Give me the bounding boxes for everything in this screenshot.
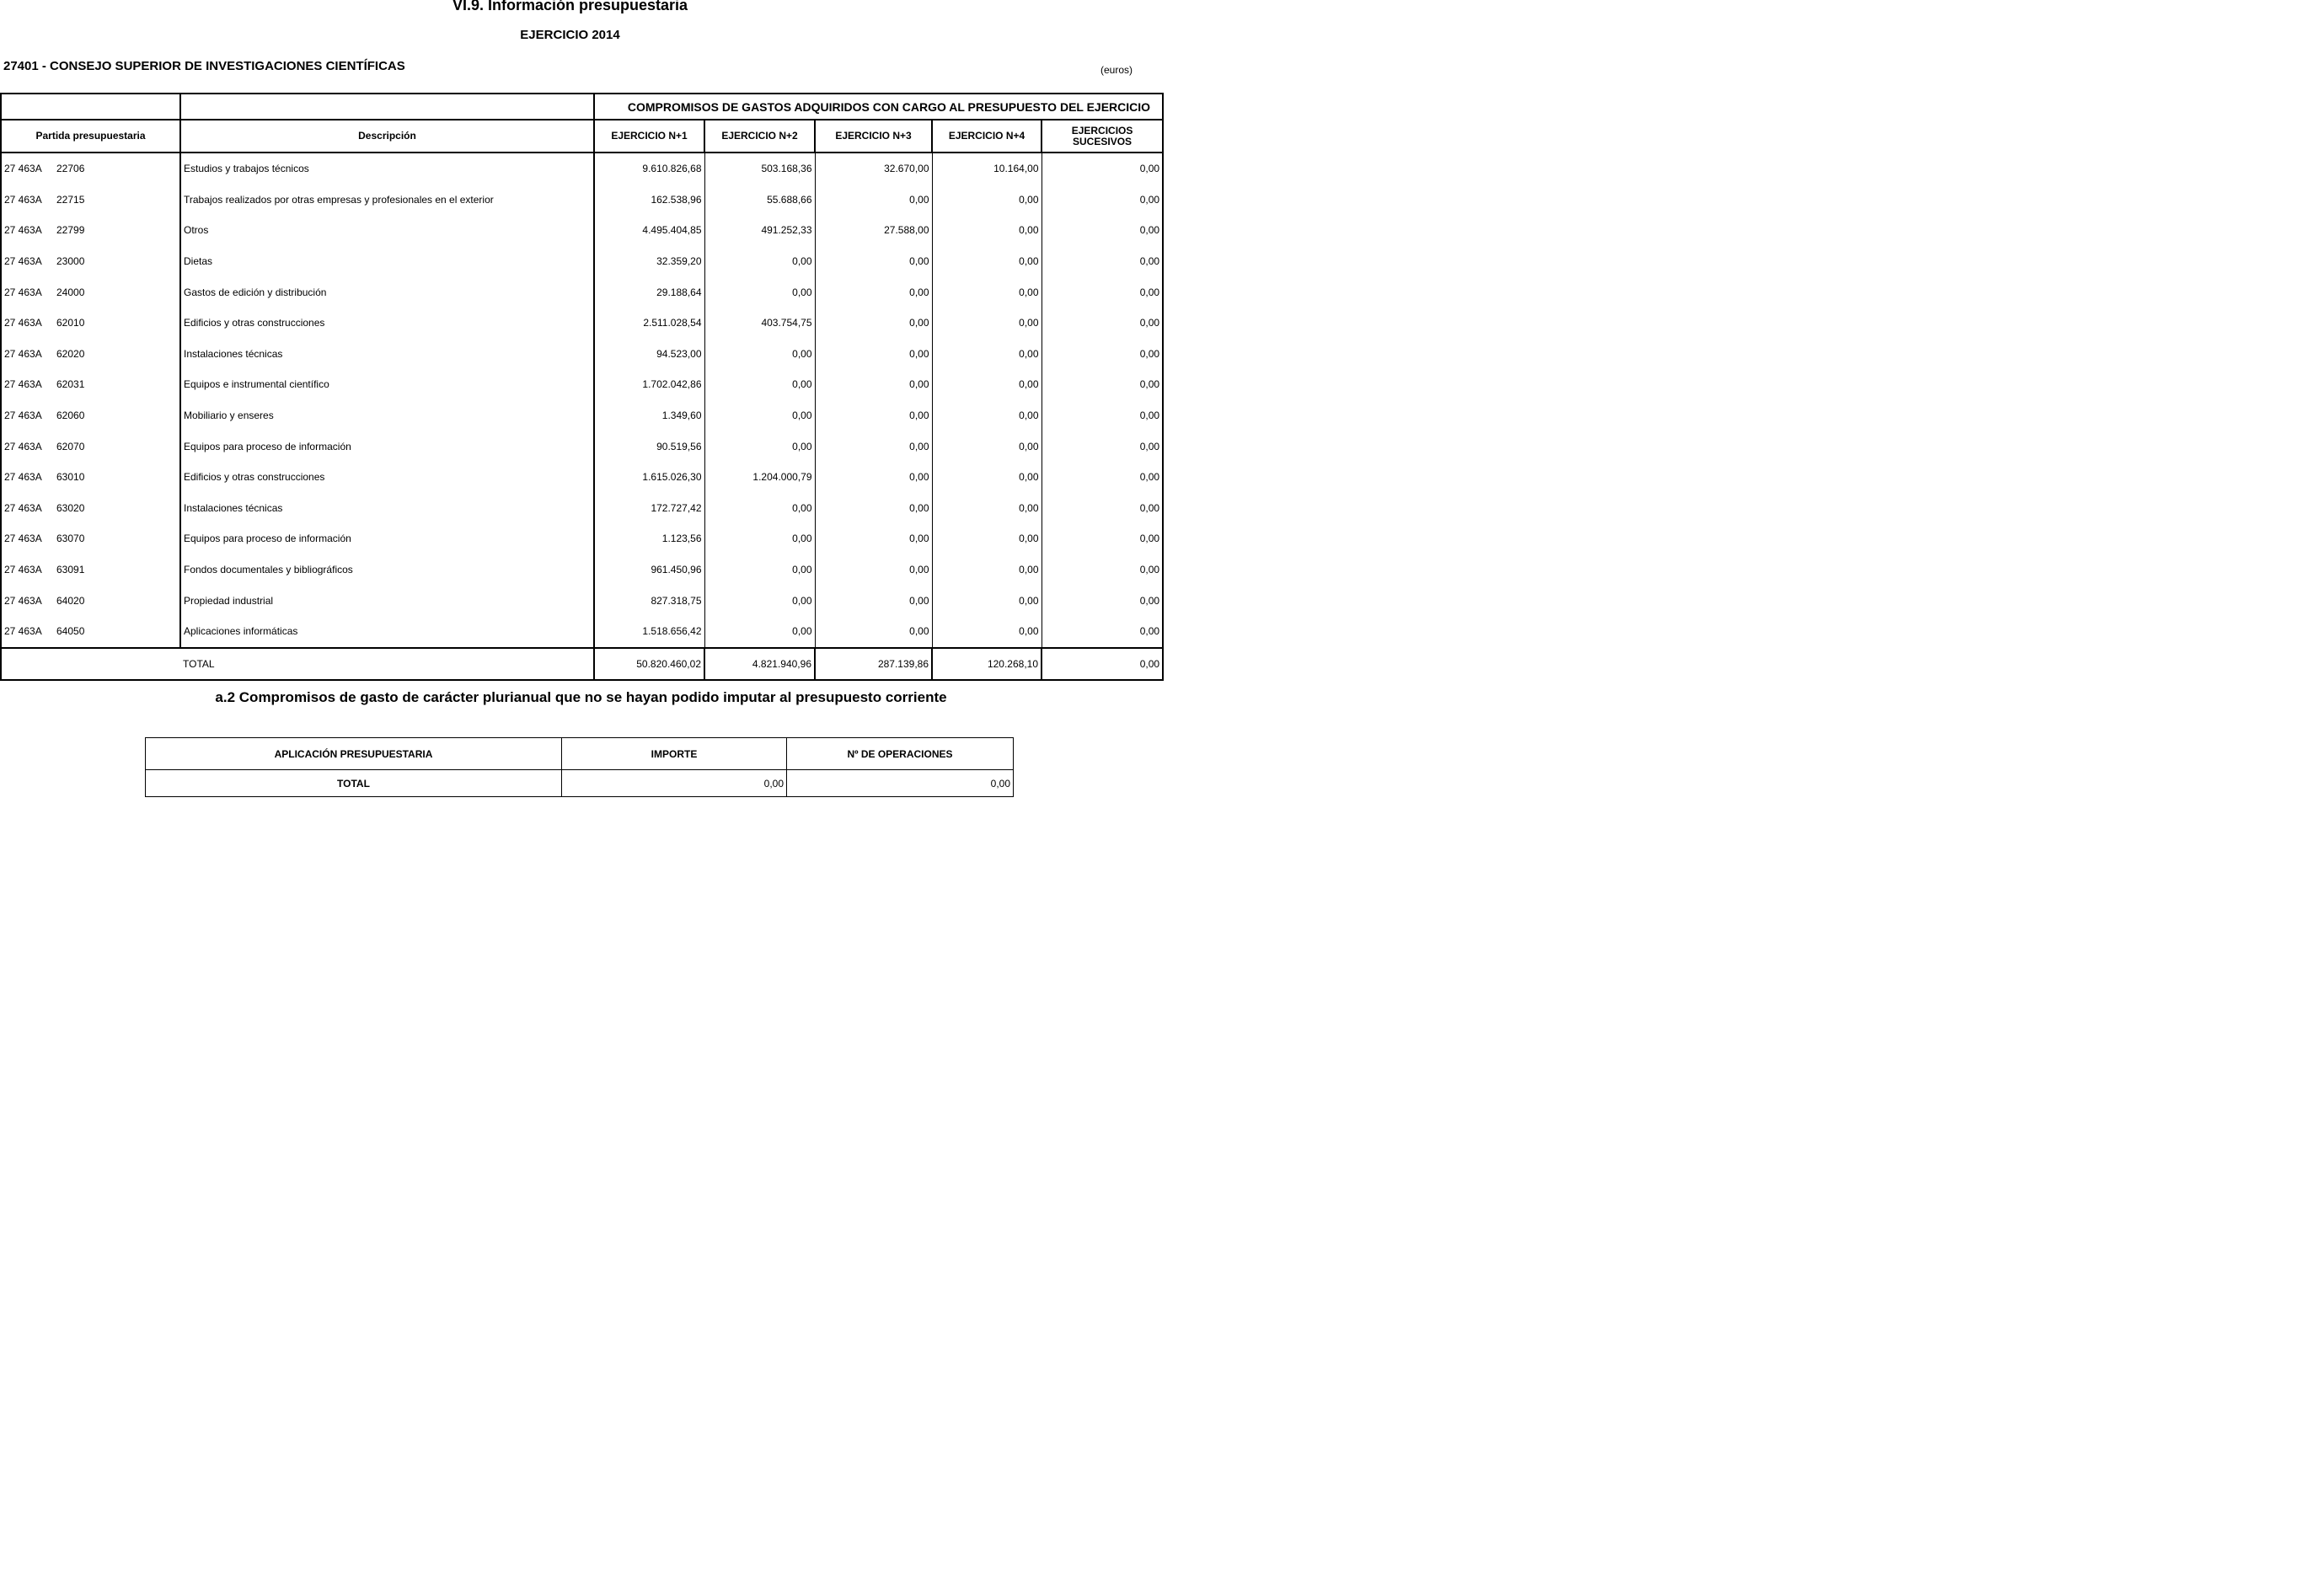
- n1-cell: 1.123,56: [594, 523, 704, 554]
- n4-cell: 0,00: [932, 185, 1042, 216]
- concept-code: 22715: [56, 193, 85, 206]
- total-empty: [1, 648, 180, 680]
- col-header-n4: EJERCICIO N+4: [932, 120, 1042, 153]
- n3-cell: 0,00: [815, 431, 932, 462]
- table-row: [1, 185, 1163, 216]
- program-code: 27 463A: [4, 163, 42, 175]
- n3-cell: 0,00: [815, 462, 932, 493]
- n4-cell: 0,00: [932, 369, 1042, 400]
- n1-cell: 4.495.404,85: [594, 215, 704, 246]
- n1-cell: 172.727,42: [594, 493, 704, 524]
- n2-cell: 0,00: [704, 369, 815, 400]
- section-title: a.2 Compromisos de gasto de carácter plurianual que no se hayan podido imputar al presupuesto corriente: [215, 689, 947, 705]
- col-header-partida: Partida presupuestaria: [1, 120, 180, 153]
- sucesivos-cell: 0,00: [1042, 616, 1163, 648]
- n1-cell: 9.610.826,68: [594, 153, 704, 185]
- n1-cell: 32.359,20: [594, 246, 704, 277]
- n4-cell: 0,00: [932, 400, 1042, 431]
- total-n1: 50.820.460,02: [594, 648, 704, 680]
- concept-code: 22799: [56, 224, 85, 237]
- n2-cell: 0,00: [704, 246, 815, 277]
- n2-cell: 0,00: [704, 554, 815, 586]
- program-code: 27 463A: [4, 564, 42, 576]
- total-n3: 287.139,86: [815, 648, 932, 680]
- descripcion-cell: Otros: [180, 215, 594, 246]
- sucesivos-cell: 0,00: [1042, 215, 1163, 246]
- total-n4: 120.268,10: [932, 648, 1042, 680]
- n3-cell: 0,00: [815, 523, 932, 554]
- n1-cell: 29.188,64: [594, 276, 704, 308]
- concept-code: 64020: [56, 594, 85, 607]
- n2-cell: 503.168,36: [704, 153, 815, 185]
- descripcion-cell: Equipos para proceso de información: [180, 431, 594, 462]
- sucesivos-cell: 0,00: [1042, 554, 1163, 586]
- program-code: 27 463A: [4, 533, 42, 545]
- partida-cell: [1, 585, 180, 616]
- n4-cell: 0,00: [932, 431, 1042, 462]
- partida-cell: [1, 369, 180, 400]
- n3-cell: 0,00: [815, 308, 932, 339]
- descripcion-cell: Gastos de edición y distribución: [180, 276, 594, 308]
- n3-cell: 0,00: [815, 616, 932, 648]
- n4-cell: 0,00: [932, 523, 1042, 554]
- n4-cell: 0,00: [932, 339, 1042, 370]
- col-header-operaciones: Nº DE OPERACIONES: [787, 738, 1014, 770]
- partida-cell: [1, 308, 180, 339]
- n1-cell: 1.518.656,42: [594, 616, 704, 648]
- concept-code: 63091: [56, 564, 85, 576]
- partida-cell: [1, 339, 180, 370]
- table-row: [1, 554, 1163, 586]
- table-row: [1, 276, 1163, 308]
- descripcion-cell: Edificios y otras construcciones: [180, 308, 594, 339]
- n2-cell: 0,00: [704, 616, 815, 648]
- n3-cell: 0,00: [815, 276, 932, 308]
- header-empty-1: [1, 94, 180, 120]
- partida-cell: [1, 523, 180, 554]
- table-row: [1, 369, 1163, 400]
- table-row: [1, 431, 1163, 462]
- partida-cell: [1, 153, 180, 185]
- n1-cell: 90.519,56: [594, 431, 704, 462]
- descripcion-cell: Equipos para proceso de información: [180, 523, 594, 554]
- n3-cell: 0,00: [815, 585, 932, 616]
- sub-total-operaciones: 0,00: [787, 770, 1014, 797]
- col-header-importe: IMPORTE: [562, 738, 787, 770]
- plurianual-table: [145, 737, 1014, 797]
- table-row: [1, 153, 1163, 185]
- concept-code: 64050: [56, 625, 85, 638]
- col-header-n1: EJERCICIO N+1: [594, 120, 704, 153]
- table-row: [1, 493, 1163, 524]
- n2-cell: 0,00: [704, 493, 815, 524]
- n4-cell: 0,00: [932, 215, 1042, 246]
- partida-cell: [1, 215, 180, 246]
- partida-cell: [1, 185, 180, 216]
- table-row: [1, 523, 1163, 554]
- n1-cell: 961.450,96: [594, 554, 704, 586]
- descripcion-cell: Mobiliario y enseres: [180, 400, 594, 431]
- n2-cell: 0,00: [704, 276, 815, 308]
- sucesivos-cell: 0,00: [1042, 185, 1163, 216]
- col-header-sucesivos: EJERCICIOS SUCESIVOS: [1042, 120, 1163, 153]
- n2-cell: 0,00: [704, 585, 815, 616]
- program-code: 27 463A: [4, 501, 42, 514]
- concept-code: 62060: [56, 410, 85, 422]
- sub-total-label: TOTAL: [146, 770, 562, 797]
- concept-code: 23000: [56, 255, 85, 268]
- col-header-aplicacion: APLICACIÓN PRESUPUESTARIA: [146, 738, 562, 770]
- program-code: 27 463A: [4, 378, 42, 391]
- n1-cell: 1.702.042,86: [594, 369, 704, 400]
- program-code: 27 463A: [4, 594, 42, 607]
- sucesivos-cell: 0,00: [1042, 585, 1163, 616]
- total-sucesivos: 0,00: [1042, 648, 1163, 680]
- n2-cell: 0,00: [704, 523, 815, 554]
- sucesivos-cell: 0,00: [1042, 276, 1163, 308]
- commitments-table: [0, 93, 1164, 681]
- sucesivos-cell: 0,00: [1042, 308, 1163, 339]
- n2-cell: 491.252,33: [704, 215, 815, 246]
- concept-code: 62070: [56, 440, 85, 452]
- sucesivos-cell: 0,00: [1042, 246, 1163, 277]
- concept-code: 63070: [56, 533, 85, 545]
- descripcion-cell: Estudios y trabajos técnicos: [180, 153, 594, 185]
- program-code: 27 463A: [4, 193, 42, 206]
- n1-cell: 2.511.028,54: [594, 308, 704, 339]
- n1-cell: 162.538,96: [594, 185, 704, 216]
- program-code: 27 463A: [4, 255, 42, 268]
- descripcion-cell: Trabajos realizados por otras empresas y profesionales en el exterior: [180, 185, 594, 216]
- descripcion-cell: Instalaciones técnicas: [180, 339, 594, 370]
- n4-cell: 0,00: [932, 276, 1042, 308]
- table-row: [1, 400, 1163, 431]
- col-header-n2: EJERCICIO N+2: [704, 120, 815, 153]
- header-empty-2: [180, 94, 594, 120]
- n4-cell: 0,00: [932, 462, 1042, 493]
- concept-code: 62020: [56, 347, 85, 360]
- descripcion-cell: Fondos documentales y bibliográficos: [180, 554, 594, 586]
- n2-cell: 0,00: [704, 431, 815, 462]
- n1-cell: 1.615.026,30: [594, 462, 704, 493]
- sucesivos-cell: 0,00: [1042, 369, 1163, 400]
- n3-cell: 0,00: [815, 400, 932, 431]
- sucesivos-cell: 0,00: [1042, 339, 1163, 370]
- n4-cell: 0,00: [932, 616, 1042, 648]
- partida-cell: [1, 400, 180, 431]
- n4-cell: 0,00: [932, 246, 1042, 277]
- table-row: [1, 308, 1163, 339]
- n4-cell: 0,00: [932, 493, 1042, 524]
- n2-cell: 403.754,75: [704, 308, 815, 339]
- sucesivos-cell: 0,00: [1042, 462, 1163, 493]
- concept-code: 22706: [56, 163, 85, 175]
- n3-cell: 27.588,00: [815, 215, 932, 246]
- partida-cell: [1, 246, 180, 277]
- program-code: 27 463A: [4, 347, 42, 360]
- n4-cell: 0,00: [932, 308, 1042, 339]
- n3-cell: 0,00: [815, 493, 932, 524]
- descripcion-cell: Instalaciones técnicas: [180, 493, 594, 524]
- sub-total-importe: 0,00: [562, 770, 787, 797]
- table-row: [1, 585, 1163, 616]
- concept-code: 62031: [56, 378, 85, 391]
- group-header: COMPROMISOS DE GASTOS ADQUIRIDOS CON CARGO AL PRESUPUESTO DEL EJERCICIO: [594, 94, 1163, 120]
- n2-cell: 1.204.000,79: [704, 462, 815, 493]
- partida-cell: [1, 493, 180, 524]
- partida-cell: [1, 462, 180, 493]
- n1-cell: 94.523,00: [594, 339, 704, 370]
- sucesivos-cell: 0,00: [1042, 431, 1163, 462]
- n4-cell: 10.164,00: [932, 153, 1042, 185]
- partida-cell: [1, 554, 180, 586]
- page-title: VI.9. Información presupuestaria: [452, 0, 688, 13]
- concept-code: 24000: [56, 286, 85, 298]
- n1-cell: 1.349,60: [594, 400, 704, 431]
- n2-cell: 0,00: [704, 400, 815, 431]
- n4-cell: 0,00: [932, 585, 1042, 616]
- table-row: [1, 339, 1163, 370]
- descripcion-cell: Propiedad industrial: [180, 585, 594, 616]
- n4-cell: 0,00: [932, 554, 1042, 586]
- program-code: 27 463A: [4, 286, 42, 298]
- n3-cell: 0,00: [815, 185, 932, 216]
- program-code: 27 463A: [4, 440, 42, 452]
- descripcion-cell: Dietas: [180, 246, 594, 277]
- sucesivos-cell: 0,00: [1042, 523, 1163, 554]
- table-row: [1, 246, 1163, 277]
- table-row: [1, 215, 1163, 246]
- program-code: 27 463A: [4, 224, 42, 237]
- sucesivos-cell: 0,00: [1042, 400, 1163, 431]
- descripcion-cell: Equipos e instrumental científico: [180, 369, 594, 400]
- n3-cell: 0,00: [815, 369, 932, 400]
- organization-heading: 27401 - CONSEJO SUPERIOR DE INVESTIGACIONES CIENTÍFICAS: [3, 59, 405, 73]
- n3-cell: 32.670,00: [815, 153, 932, 185]
- partida-cell: [1, 276, 180, 308]
- descripcion-cell: Aplicaciones informáticas: [180, 616, 594, 648]
- n1-cell: 827.318,75: [594, 585, 704, 616]
- n2-cell: 55.688,66: [704, 185, 815, 216]
- n3-cell: 0,00: [815, 246, 932, 277]
- fiscal-year: EJERCICIO 2014: [520, 28, 620, 42]
- n3-cell: 0,00: [815, 339, 932, 370]
- n2-cell: 0,00: [704, 339, 815, 370]
- concept-code: 62010: [56, 317, 85, 329]
- col-header-descripcion: Descripción: [180, 120, 594, 153]
- total-label: TOTAL: [180, 648, 594, 680]
- sucesivos-cell: 0,00: [1042, 153, 1163, 185]
- table-row: [1, 462, 1163, 493]
- partida-cell: [1, 431, 180, 462]
- table-row: [1, 616, 1163, 648]
- partida-cell: [1, 616, 180, 648]
- descripcion-cell: Edificios y otras construcciones: [180, 462, 594, 493]
- n3-cell: 0,00: [815, 554, 932, 586]
- program-code: 27 463A: [4, 317, 42, 329]
- sucesivos-cell: 0,00: [1042, 493, 1163, 524]
- currency-units: (euros): [1100, 64, 1133, 76]
- concept-code: 63020: [56, 501, 85, 514]
- program-code: 27 463A: [4, 625, 42, 638]
- program-code: 27 463A: [4, 471, 42, 484]
- total-row: [1, 648, 1163, 680]
- total-n2: 4.821.940,96: [704, 648, 815, 680]
- program-code: 27 463A: [4, 410, 42, 422]
- col-header-n3: EJERCICIO N+3: [815, 120, 932, 153]
- concept-code: 63010: [56, 471, 85, 484]
